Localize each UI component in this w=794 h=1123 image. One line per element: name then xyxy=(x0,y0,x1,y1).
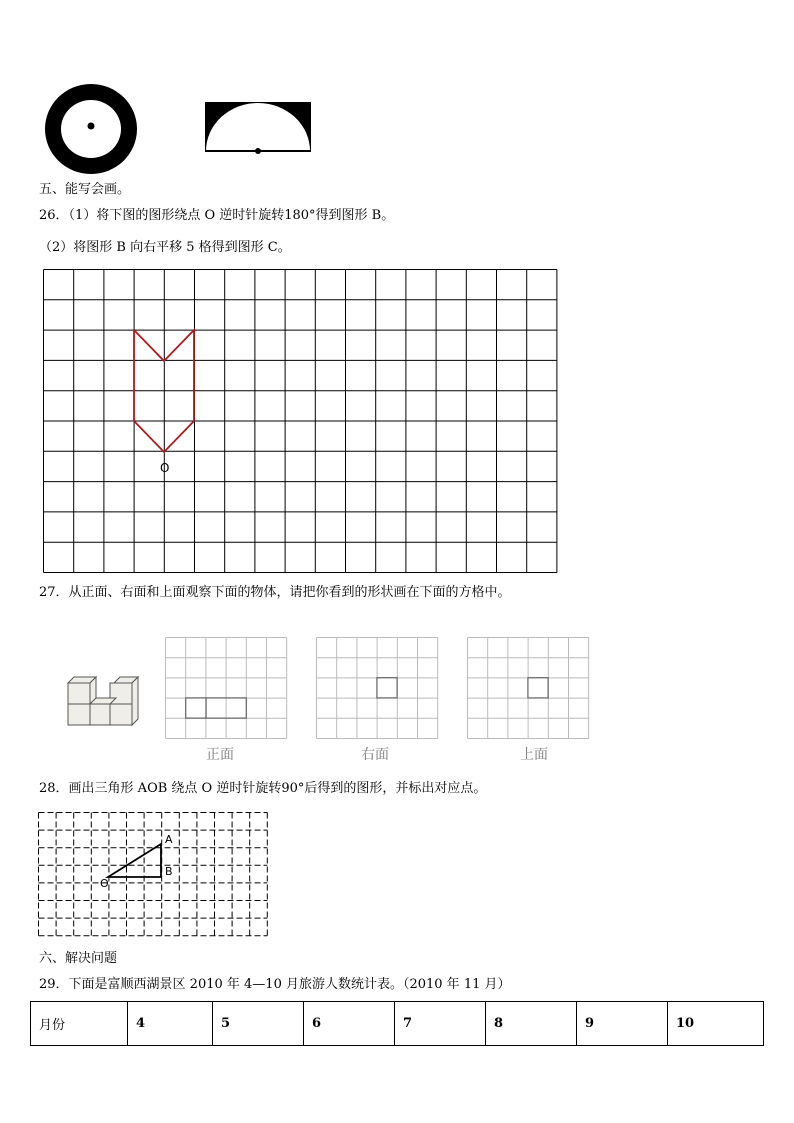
q28-triangle xyxy=(38,812,268,942)
q28-label-o: O xyxy=(100,877,109,890)
q26-part2-text: （2）将图形 B 向右平移 5 格得到图形 C。 xyxy=(39,240,291,255)
table-row xyxy=(31,1002,764,1046)
right-view-label: 右面 xyxy=(361,747,389,763)
q27-text: 27．从正面、右面和上面观察下面的物体，请把你看到的形状画在下面的方格中。 xyxy=(39,585,511,600)
ring-figure xyxy=(44,83,140,175)
table-cell: 9 xyxy=(577,1002,668,1046)
q28-label-b: B xyxy=(165,865,173,878)
section-6-title: 六、解决问题 xyxy=(39,951,118,966)
q26-part1-text: 26．（1）将下图的图形绕点 O 逆时针旋转180°得到图形 B。 xyxy=(39,208,395,223)
q28-text: 28．画出三角形 AOB 绕点 O 逆时针旋转90°后得到的图形，并标出对应点。 xyxy=(39,781,487,796)
q26-point-o-label: O xyxy=(160,461,170,475)
section-5-title: 五、能写会画。 xyxy=(39,182,131,197)
right-view-grid xyxy=(316,637,438,739)
table-cell: 5 xyxy=(213,1002,304,1046)
q26-shape xyxy=(43,269,559,573)
table-cell: 7 xyxy=(395,1002,486,1046)
q29-stats-table xyxy=(30,1001,764,1046)
q28-label-a: A xyxy=(165,833,173,846)
table-cell: 8 xyxy=(486,1002,577,1046)
table-cell: 6 xyxy=(304,1002,395,1046)
table-cell: 月份 xyxy=(31,1002,128,1046)
front-view-grid xyxy=(165,637,287,739)
q29-text: 29．下面是富顺西湖景区 2010 年 4—10 月旅游人数统计表。（2010 年 11 月） xyxy=(39,977,511,992)
cube-object-figure xyxy=(66,673,140,727)
table-cell: 4 xyxy=(128,1002,213,1046)
top-view-grid xyxy=(467,637,589,739)
half-circle-figure xyxy=(204,101,314,155)
table-cell: 10 xyxy=(668,1002,764,1046)
top-view-label: 上面 xyxy=(520,747,548,763)
front-view-label: 正面 xyxy=(206,747,234,763)
